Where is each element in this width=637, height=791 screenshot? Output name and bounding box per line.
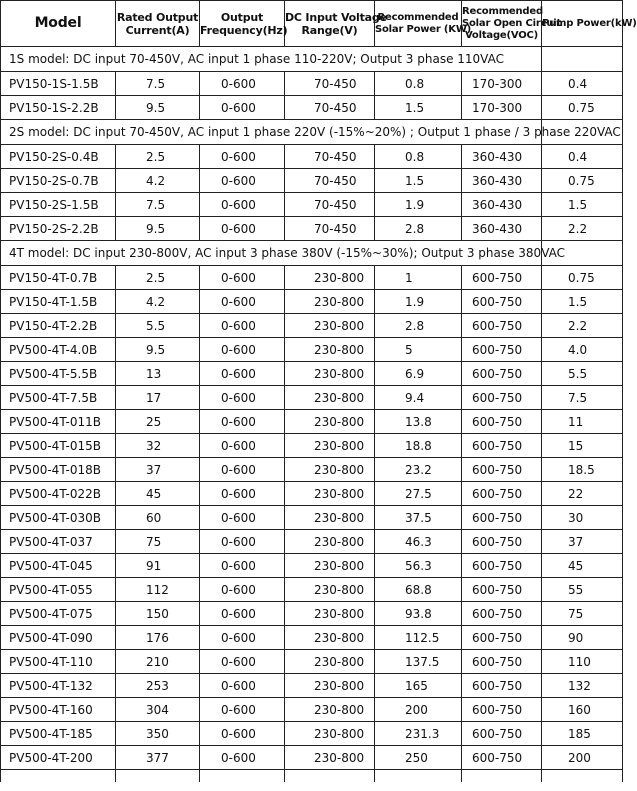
cell-voc: 360-430: [462, 145, 542, 169]
cell-voc: 600-750: [462, 362, 542, 386]
cell-dc-input: 230-800: [285, 698, 375, 722]
cell-rated-current: 7.5: [116, 72, 200, 96]
cell-model: PV500-4T-030B: [1, 506, 116, 530]
cell-solar-power: 1.5: [375, 169, 462, 193]
cell-model: PV500-4T-055: [1, 578, 116, 602]
cell-output-frequency: 0-600: [200, 578, 285, 602]
cell-dc-input: 230-800: [285, 650, 375, 674]
section-title: 1S model: DC input 70-450V, AC input 1 phase 110-220V; Output 3 phase 110VAC: [1, 47, 542, 72]
cell-voc: 600-750: [462, 554, 542, 578]
cell-model: PV150-1S-2.2B: [1, 96, 116, 120]
section-title: 4T model: DC input 230-800V, AC input 3 phase 380V (-15%~30%); Output 3 phase 380VAC: [1, 241, 542, 266]
header-pump-power: Pump Power(kW): [542, 1, 623, 47]
cell-pump-power: 22: [542, 482, 623, 506]
cell-output-frequency: 0-600: [200, 626, 285, 650]
cell-rated-current: 25: [116, 410, 200, 434]
cell-rated-current: 112: [116, 578, 200, 602]
section-header-row: [1, 120, 623, 145]
cell-output-frequency: 0-600: [200, 314, 285, 338]
cell-pump-power: 0.75: [542, 266, 623, 290]
cell-rated-current: 60: [116, 506, 200, 530]
table-row: [1, 722, 623, 746]
cell-dc-input: 230-800: [285, 530, 375, 554]
cell-model: PV500-4T-015B: [1, 434, 116, 458]
cell-dc-input: 230-800: [285, 578, 375, 602]
cell-rated-current: 253: [116, 674, 200, 698]
cell-output-frequency: 0-600: [200, 362, 285, 386]
table-row: [1, 338, 623, 362]
cell-solar-power: 200: [375, 698, 462, 722]
cell-voc: 360-430: [462, 169, 542, 193]
cell-rated-current: 5.5: [116, 314, 200, 338]
table-row: [1, 314, 623, 338]
cell-rated-current: 304: [116, 698, 200, 722]
cell-solar-power: 9.4: [375, 386, 462, 410]
cell-voc: 600-750: [462, 386, 542, 410]
table-row: [1, 602, 623, 626]
cell-solar-power: 231.3: [375, 722, 462, 746]
cell-solar-power: 6.9: [375, 362, 462, 386]
cell-output-frequency: 0-600: [200, 193, 285, 217]
table-row: [1, 169, 623, 193]
table-row: [1, 362, 623, 386]
cell-output-frequency: 0-600: [200, 650, 285, 674]
cell-output-frequency: 0-600: [200, 145, 285, 169]
cell-model: PV500-4T-090: [1, 626, 116, 650]
cell-pump-power: 110: [542, 650, 623, 674]
cell-rated-current: 13: [116, 362, 200, 386]
cell-dc-input: 230-800: [285, 338, 375, 362]
table-row: [1, 530, 623, 554]
cell-output-frequency: 0-600: [200, 72, 285, 96]
cell-model: PV500-4T-022B: [1, 482, 116, 506]
cell-model: PV500-4T-011B: [1, 410, 116, 434]
table-body: [1, 47, 623, 783]
cell-pump-power: 185: [542, 722, 623, 746]
cell-voc: 600-750: [462, 626, 542, 650]
cell-pump-power: 2.2: [542, 217, 623, 241]
cell-pump-power: 132: [542, 674, 623, 698]
cell-model: PV150-1S-1.5B: [1, 72, 116, 96]
cell-pump-power: 15: [542, 434, 623, 458]
cell-rated-current: 9.5: [116, 217, 200, 241]
cell-rated-current: 9.5: [116, 338, 200, 362]
cut-off-cell: [285, 770, 375, 783]
header-solar-power: Recommended Solar Power (KW): [375, 1, 462, 47]
table-row: [1, 506, 623, 530]
cell-voc: 600-750: [462, 530, 542, 554]
cell-rated-current: 2.5: [116, 145, 200, 169]
cut-off-cell: [1, 770, 116, 783]
cell-dc-input: 230-800: [285, 434, 375, 458]
cell-solar-power: 1.5: [375, 96, 462, 120]
cell-model: PV500-4T-200: [1, 746, 116, 770]
cell-dc-input: 230-800: [285, 410, 375, 434]
header-row: [1, 1, 623, 47]
cell-voc: 600-750: [462, 506, 542, 530]
cell-output-frequency: 0-600: [200, 290, 285, 314]
cell-output-frequency: 0-600: [200, 722, 285, 746]
cut-off-cell: [375, 770, 462, 783]
cell-dc-input: 230-800: [285, 674, 375, 698]
cell-model: PV150-2S-0.7B: [1, 169, 116, 193]
table-row: [1, 554, 623, 578]
cell-model: PV500-4T-075: [1, 602, 116, 626]
cell-output-frequency: 0-600: [200, 458, 285, 482]
cell-voc: 600-750: [462, 650, 542, 674]
cell-output-frequency: 0-600: [200, 746, 285, 770]
cell-pump-power: 55: [542, 578, 623, 602]
cut-off-cell: [462, 770, 542, 783]
cell-pump-power: 200: [542, 746, 623, 770]
cell-output-frequency: 0-600: [200, 338, 285, 362]
cell-voc: 600-750: [462, 266, 542, 290]
cell-dc-input: 230-800: [285, 626, 375, 650]
cell-dc-input: 230-800: [285, 386, 375, 410]
cell-solar-power: 0.8: [375, 145, 462, 169]
cell-rated-current: 45: [116, 482, 200, 506]
cell-model: PV500-4T-045: [1, 554, 116, 578]
cell-output-frequency: 0-600: [200, 554, 285, 578]
table-row: [1, 434, 623, 458]
cell-voc: 170-300: [462, 72, 542, 96]
cell-pump-power: 30: [542, 506, 623, 530]
cell-voc: 170-300: [462, 96, 542, 120]
table-row: [1, 217, 623, 241]
cell-solar-power: 56.3: [375, 554, 462, 578]
cell-rated-current: 210: [116, 650, 200, 674]
cell-rated-current: 91: [116, 554, 200, 578]
table-row: [1, 578, 623, 602]
table-row: [1, 386, 623, 410]
cell-model: PV150-2S-1.5B: [1, 193, 116, 217]
cell-pump-power: 160: [542, 698, 623, 722]
cell-dc-input: 230-800: [285, 746, 375, 770]
cell-rated-current: 4.2: [116, 290, 200, 314]
cell-voc: 360-430: [462, 217, 542, 241]
cut-off-cell: [542, 770, 623, 783]
cell-voc: 600-750: [462, 434, 542, 458]
cell-voc: 600-750: [462, 314, 542, 338]
cell-solar-power: 5: [375, 338, 462, 362]
cell-dc-input: 70-450: [285, 193, 375, 217]
cell-solar-power: 137.5: [375, 650, 462, 674]
cut-off-row: [1, 770, 623, 783]
cell-output-frequency: 0-600: [200, 698, 285, 722]
cell-voc: 600-750: [462, 674, 542, 698]
cell-model: PV500-4T-110: [1, 650, 116, 674]
table-row: [1, 266, 623, 290]
table-row: [1, 458, 623, 482]
cell-dc-input: 230-800: [285, 554, 375, 578]
cell-rated-current: 75: [116, 530, 200, 554]
cell-model: PV500-4T-7.5B: [1, 386, 116, 410]
header-voc: Recommended Solar Open Circuit Voltage(VOC): [462, 1, 542, 47]
cell-pump-power: 1.5: [542, 193, 623, 217]
cell-solar-power: 1.9: [375, 193, 462, 217]
cell-output-frequency: 0-600: [200, 482, 285, 506]
cell-solar-power: 165: [375, 674, 462, 698]
cell-solar-power: 27.5: [375, 482, 462, 506]
cell-pump-power: 18.5: [542, 458, 623, 482]
cell-dc-input: 230-800: [285, 506, 375, 530]
cell-output-frequency: 0-600: [200, 266, 285, 290]
cell-dc-input: 230-800: [285, 314, 375, 338]
cell-dc-input: 70-450: [285, 96, 375, 120]
header-dc-input: DC Input Voltage Range(V): [285, 1, 375, 47]
cell-pump-power: 0.75: [542, 96, 623, 120]
table-row: [1, 698, 623, 722]
cell-model: PV500-4T-037: [1, 530, 116, 554]
cell-dc-input: 70-450: [285, 72, 375, 96]
cell-rated-current: 377: [116, 746, 200, 770]
table-row: [1, 96, 623, 120]
cut-off-cell: [200, 770, 285, 783]
cell-output-frequency: 0-600: [200, 530, 285, 554]
cell-rated-current: 4.2: [116, 169, 200, 193]
cell-pump-power: 2.2: [542, 314, 623, 338]
cell-output-frequency: 0-600: [200, 602, 285, 626]
cell-solar-power: 0.8: [375, 72, 462, 96]
cell-rated-current: 350: [116, 722, 200, 746]
cell-solar-power: 13.8: [375, 410, 462, 434]
cell-rated-current: 37: [116, 458, 200, 482]
cell-solar-power: 46.3: [375, 530, 462, 554]
cell-pump-power: 4.0: [542, 338, 623, 362]
header-output-frequency: Output Frequency(Hz): [200, 1, 285, 47]
table-row: [1, 650, 623, 674]
table-row: [1, 746, 623, 770]
cell-model: PV500-4T-132: [1, 674, 116, 698]
cell-voc: 600-750: [462, 458, 542, 482]
cell-dc-input: 230-800: [285, 266, 375, 290]
cell-model: PV500-4T-018B: [1, 458, 116, 482]
cell-model: PV150-2S-2.2B: [1, 217, 116, 241]
cell-voc: 600-750: [462, 410, 542, 434]
cell-model: PV500-4T-160: [1, 698, 116, 722]
cell-solar-power: 37.5: [375, 506, 462, 530]
cell-rated-current: 32: [116, 434, 200, 458]
table-row: [1, 626, 623, 650]
cell-dc-input: 230-800: [285, 602, 375, 626]
cell-output-frequency: 0-600: [200, 96, 285, 120]
cell-output-frequency: 0-600: [200, 217, 285, 241]
cell-solar-power: 1: [375, 266, 462, 290]
cell-output-frequency: 0-600: [200, 410, 285, 434]
cell-model: PV500-4T-4.0B: [1, 338, 116, 362]
cell-output-frequency: 0-600: [200, 169, 285, 193]
cell-solar-power: 18.8: [375, 434, 462, 458]
cell-rated-current: 2.5: [116, 266, 200, 290]
cell-model: PV500-4T-5.5B: [1, 362, 116, 386]
cell-dc-input: 230-800: [285, 290, 375, 314]
cell-solar-power: 2.8: [375, 314, 462, 338]
cell-dc-input: 230-800: [285, 362, 375, 386]
cell-solar-power: 1.9: [375, 290, 462, 314]
cell-rated-current: 9.5: [116, 96, 200, 120]
cell-rated-current: 150: [116, 602, 200, 626]
table-row: [1, 674, 623, 698]
cell-solar-power: 23.2: [375, 458, 462, 482]
cell-output-frequency: 0-600: [200, 434, 285, 458]
cell-pump-power: 1.5: [542, 290, 623, 314]
cell-dc-input: 230-800: [285, 458, 375, 482]
cell-pump-power: 37: [542, 530, 623, 554]
cell-pump-power: 7.5: [542, 386, 623, 410]
cell-voc: 600-750: [462, 290, 542, 314]
table-row: [1, 193, 623, 217]
cell-dc-input: 70-450: [285, 217, 375, 241]
cell-model: PV150-4T-1.5B: [1, 290, 116, 314]
cell-rated-current: 7.5: [116, 193, 200, 217]
cell-model: PV150-4T-0.7B: [1, 266, 116, 290]
cell-voc: 600-750: [462, 722, 542, 746]
section-title: 2S model: DC input 70-450V, AC input 1 phase 220V (-15%~20%) ; Output 1 phase / 3 phase 220VAC: [1, 120, 542, 145]
cell-solar-power: 112.5: [375, 626, 462, 650]
cell-voc: 600-750: [462, 338, 542, 362]
cell-model: PV150-4T-2.2B: [1, 314, 116, 338]
cut-off-cell: [116, 770, 200, 783]
cell-voc: 600-750: [462, 746, 542, 770]
section-header-row: [1, 47, 623, 72]
cell-solar-power: 2.8: [375, 217, 462, 241]
cell-solar-power: 250: [375, 746, 462, 770]
header-model: Model: [1, 1, 116, 47]
cell-pump-power: 0.4: [542, 145, 623, 169]
cell-solar-power: 68.8: [375, 578, 462, 602]
cell-dc-input: 70-450: [285, 169, 375, 193]
cell-dc-input: 70-450: [285, 145, 375, 169]
cell-voc: 600-750: [462, 482, 542, 506]
cell-model: PV500-4T-185: [1, 722, 116, 746]
cell-voc: 360-430: [462, 193, 542, 217]
cell-dc-input: 230-800: [285, 482, 375, 506]
table-row: [1, 145, 623, 169]
cell-voc: 600-750: [462, 602, 542, 626]
cell-output-frequency: 0-600: [200, 506, 285, 530]
cell-pump-power: 11: [542, 410, 623, 434]
cell-pump-power: 45: [542, 554, 623, 578]
cell-rated-current: 176: [116, 626, 200, 650]
cell-pump-power: 5.5: [542, 362, 623, 386]
table-row: [1, 410, 623, 434]
section-header-row: [1, 241, 623, 266]
cell-output-frequency: 0-600: [200, 674, 285, 698]
cell-pump-power: 90: [542, 626, 623, 650]
cell-output-frequency: 0-600: [200, 386, 285, 410]
cell-pump-power: 0.4: [542, 72, 623, 96]
cell-model: PV150-2S-0.4B: [1, 145, 116, 169]
table-row: [1, 482, 623, 506]
cell-pump-power: 0.75: [542, 169, 623, 193]
cell-voc: 600-750: [462, 578, 542, 602]
header-rated-current: Rated Output Current(A): [116, 1, 200, 47]
cell-voc: 600-750: [462, 698, 542, 722]
cell-dc-input: 230-800: [285, 722, 375, 746]
table-row: [1, 72, 623, 96]
cell-rated-current: 17: [116, 386, 200, 410]
cell-pump-power: 75: [542, 602, 623, 626]
cell-solar-power: 93.8: [375, 602, 462, 626]
table-row: [1, 290, 623, 314]
section-empty-cell: [542, 47, 623, 72]
